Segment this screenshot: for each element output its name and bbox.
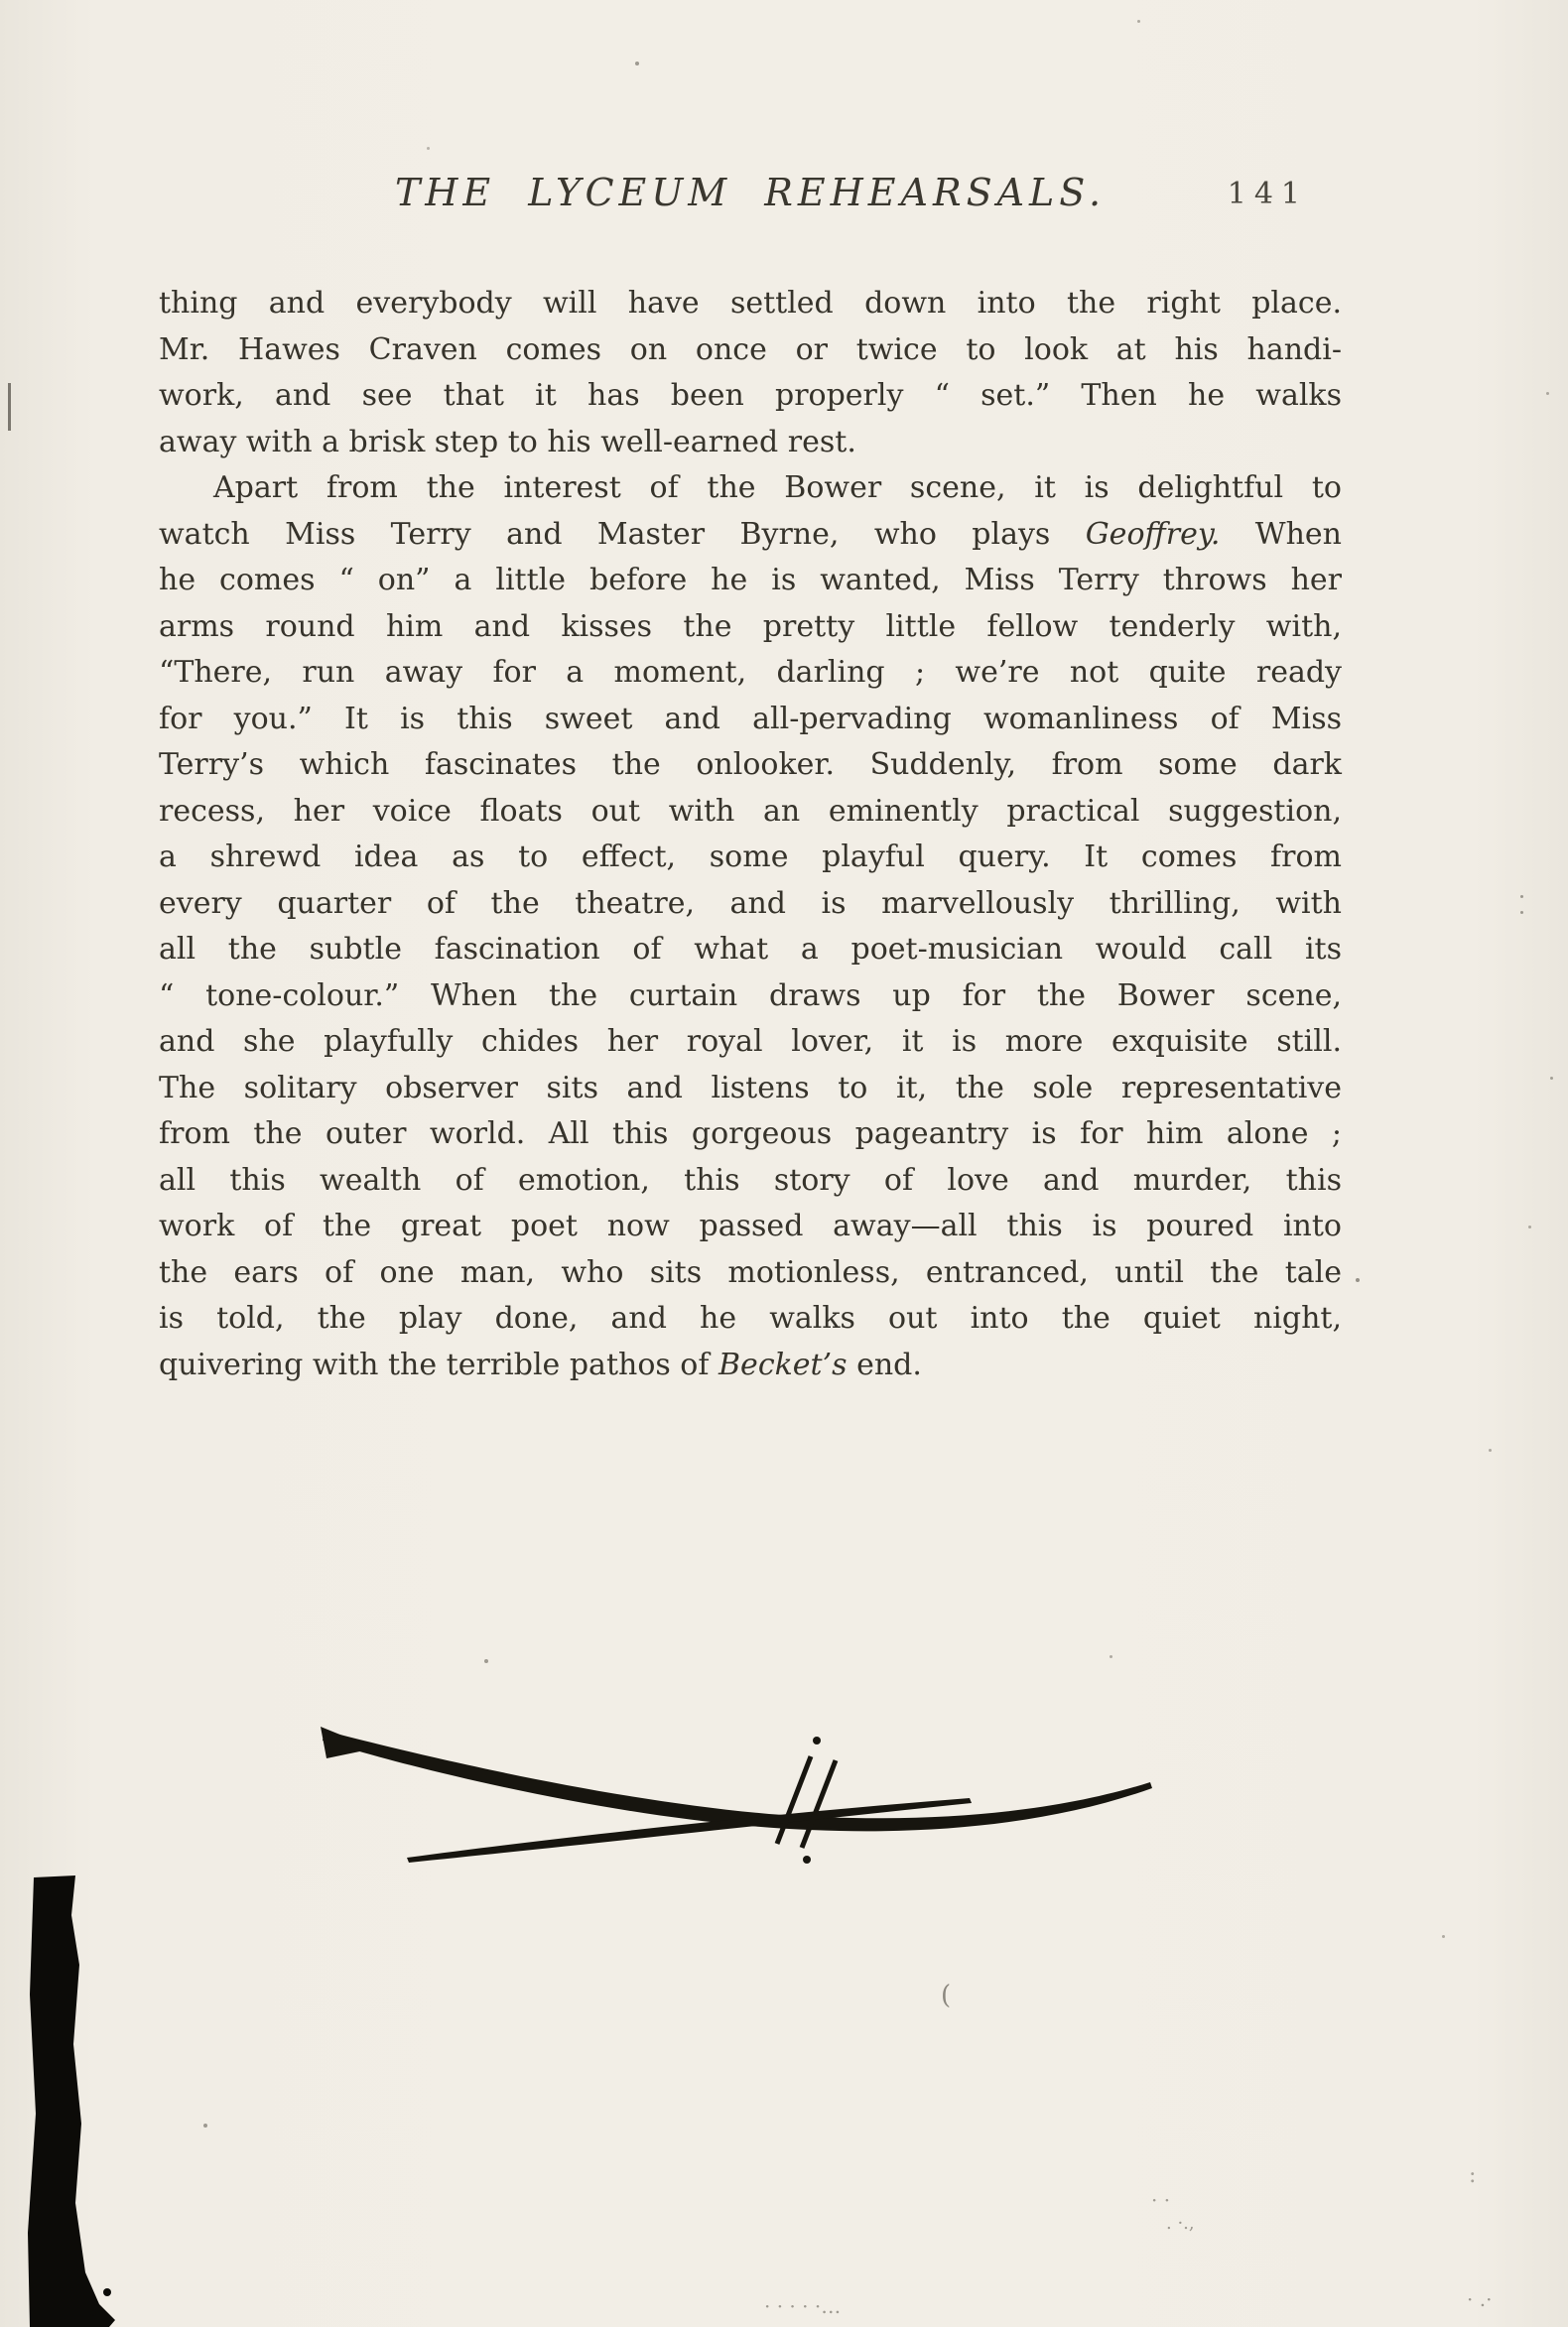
text-segment: watch Miss Terry and Master Byrne, who plays bbox=[159, 516, 1086, 552]
text-line bbox=[159, 1296, 1342, 1343]
text-line bbox=[159, 927, 1342, 973]
scan-speck bbox=[635, 62, 639, 65]
text-line bbox=[159, 281, 1342, 327]
text-segment: “There, run away for a moment, darling ; we’re not quite ready bbox=[159, 655, 1342, 690]
text-segment: from the outer world. All this gorgeous pageantry is for him alone ; bbox=[159, 1116, 1342, 1151]
scan-speck bbox=[484, 1659, 488, 1663]
text-line bbox=[159, 881, 1342, 928]
page-number: 141 bbox=[1227, 177, 1308, 211]
text-segment: he comes “ on” a little before he is wanted, Miss Terry throws her bbox=[159, 563, 1342, 597]
text-segment: When bbox=[1220, 516, 1342, 552]
text-segment: all this wealth of emotion, this story of love and murder, this bbox=[159, 1162, 1342, 1198]
body-text bbox=[159, 281, 1342, 1388]
text-line bbox=[159, 697, 1342, 743]
scan-speck: · .· bbox=[1467, 2287, 1493, 2311]
text-segment: Apart from the interest of the Bower scene, it is delightful to bbox=[213, 470, 1342, 505]
scan-speck bbox=[1520, 895, 1523, 898]
scan-speck: : bbox=[1469, 2163, 1477, 2188]
text-segment: Terry’s which fascinates the onlooker. Suddenly, from some dark bbox=[159, 747, 1342, 782]
text-segment: all the subtle fascination of what a poet-musician would call its bbox=[159, 932, 1342, 967]
paragraph bbox=[159, 465, 1342, 1388]
text-line bbox=[159, 420, 1342, 466]
text-line bbox=[159, 1343, 1342, 1389]
paragraph bbox=[159, 281, 1342, 465]
text-segment: every quarter of the theatre, and is marvellously thrilling, with bbox=[159, 885, 1342, 921]
text-segment: “ tone-colour.” When the curtain draws up for the Bower scene, bbox=[159, 977, 1342, 1013]
text-line bbox=[159, 604, 1342, 651]
text-segment: work, and see that it has been properly “ set.” Then he walks bbox=[159, 378, 1342, 413]
text-segment: and she playfully chides her royal lover, it is more exquisite still. bbox=[159, 1024, 1342, 1059]
text-line bbox=[159, 1111, 1342, 1158]
text-segment: Mr. Hawes Craven comes on once or twice to look at his handi- bbox=[159, 331, 1342, 367]
text-line bbox=[159, 973, 1342, 1020]
text-line bbox=[159, 742, 1342, 789]
scan-speck: ( bbox=[941, 1981, 952, 2010]
text-line bbox=[159, 1250, 1342, 1297]
text-segment: work of the great poet now passed away—all this is poured into bbox=[159, 1209, 1342, 1243]
text-segment: is told, the play done, and he walks out into the quiet night, bbox=[159, 1301, 1342, 1336]
text-segment: the ears of one man, who sits motionless, entranced, until the tale bbox=[159, 1254, 1342, 1290]
text-segment: arms round him and kisses the pretty little fellow tenderly with, bbox=[159, 608, 1342, 644]
scan-speck bbox=[1520, 911, 1523, 914]
margin-tick-mark bbox=[8, 383, 11, 431]
text-line bbox=[159, 650, 1342, 697]
scan-speck bbox=[1137, 20, 1140, 23]
text-segment: away with a brisk step to his well-earned rest. bbox=[159, 424, 856, 459]
text-line bbox=[159, 558, 1342, 604]
text-line bbox=[159, 465, 1342, 512]
scan-speck: · · bbox=[1151, 2188, 1171, 2212]
scan-speck bbox=[203, 2124, 207, 2128]
text-line bbox=[159, 1066, 1342, 1112]
scan-speck bbox=[1546, 392, 1549, 395]
text-segment: a shrewd idea as to effect, some playful query. It comes from bbox=[159, 840, 1342, 874]
scan-speck: . ·., bbox=[1166, 2213, 1195, 2234]
running-title: THE LYCEUM REHEARSALS. bbox=[394, 171, 1107, 214]
text-segment: recess, her voice floats out with an eminently practical suggestion, bbox=[159, 793, 1342, 829]
text-line bbox=[159, 373, 1342, 420]
text-segment: The solitary observer sits and listens to it, the sole representative bbox=[159, 1070, 1342, 1105]
text-line bbox=[159, 835, 1342, 881]
scan-speck: · · · · ·… bbox=[764, 2294, 842, 2318]
scan-speck bbox=[1489, 1449, 1492, 1452]
flourish-ornament bbox=[313, 1725, 1156, 1878]
text-line bbox=[159, 512, 1342, 559]
text-line bbox=[159, 789, 1342, 836]
text-line bbox=[159, 1204, 1342, 1250]
italic-text: Geoffrey. bbox=[1085, 516, 1221, 552]
text-segment: for you.” It is this sweet and all-pervading womanliness of Miss bbox=[159, 701, 1342, 736]
text-segment: quivering with the terrible pathos of bbox=[159, 1347, 719, 1382]
scan-speck bbox=[1356, 1278, 1360, 1282]
ink-blot bbox=[28, 1875, 122, 2327]
scan-speck bbox=[1110, 1655, 1112, 1658]
text-segment: end. bbox=[847, 1347, 922, 1382]
text-line bbox=[159, 327, 1342, 374]
scan-speck bbox=[427, 147, 430, 150]
text-line bbox=[159, 1019, 1342, 1066]
text-line bbox=[159, 1158, 1342, 1205]
scan-speck bbox=[1550, 1077, 1553, 1080]
italic-text: Becket’s bbox=[719, 1347, 848, 1382]
text-segment: thing and everybody will have settled down into the right place. bbox=[159, 286, 1342, 321]
scan-speck bbox=[1528, 1226, 1531, 1228]
scan-speck bbox=[1442, 1935, 1445, 1938]
page-header bbox=[159, 171, 1342, 226]
